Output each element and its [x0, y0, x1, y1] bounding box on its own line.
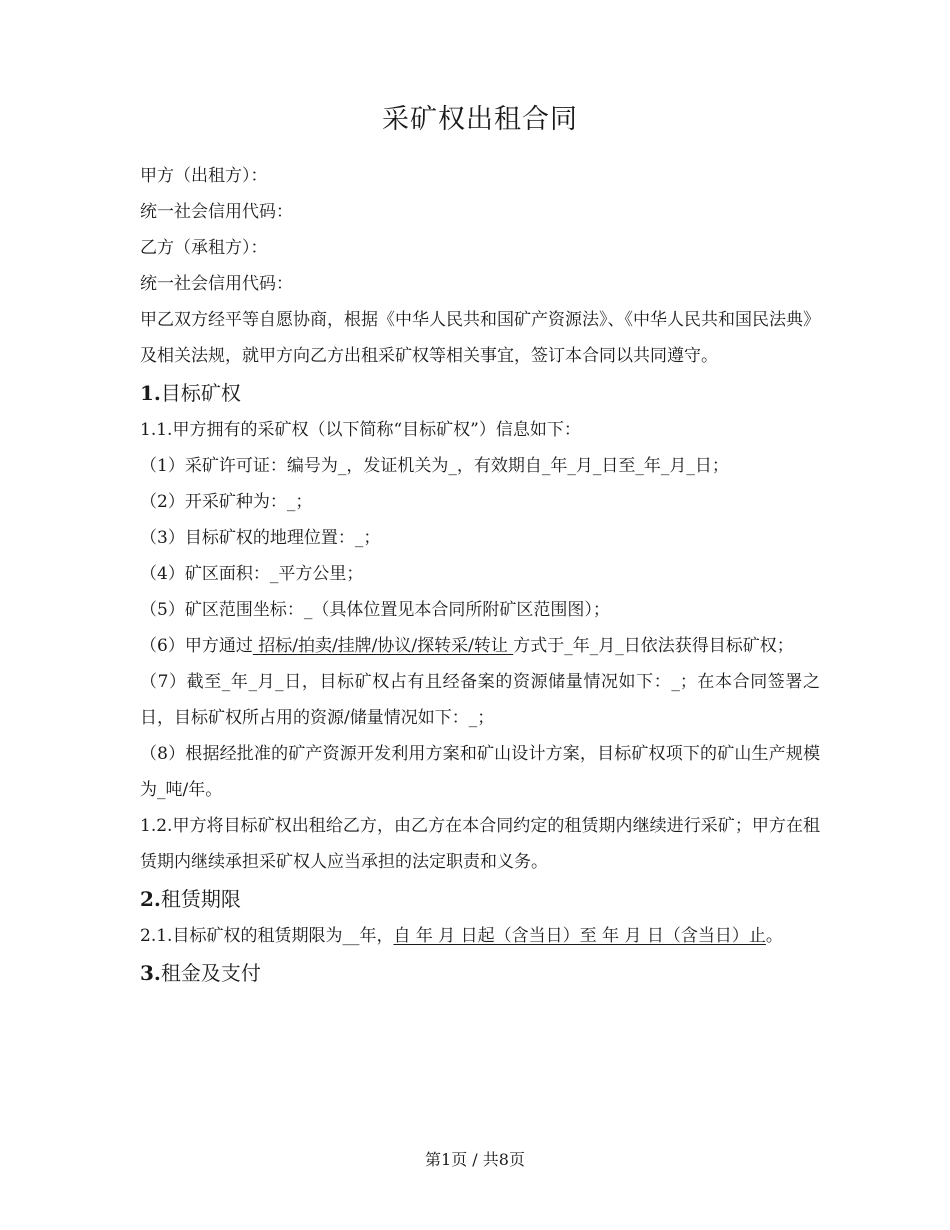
document-title: 采矿权出租合同 — [382, 104, 578, 135]
clause-2-1 — [140, 918, 820, 954]
section-2-heading — [140, 880, 820, 918]
party-a-credit-code-line: 统一社会信用代码： — [140, 202, 293, 222]
clause-1-1-item-2: （2）开采矿种为：_； — [140, 492, 313, 512]
item-6-method-options: 招标/拍卖/挂牌/协议/探转采/转让 — [252, 636, 514, 656]
section-1-title: 目标矿权 — [160, 381, 241, 405]
clause-2-1-suffix: 。 — [765, 926, 783, 946]
clause-1-1-item-3: （3）目标矿权的地理位置：_； — [140, 528, 381, 548]
clause-2-1-prefix: 2.1.目标矿权的租赁期限为__年， — [140, 926, 394, 946]
clause-1-1-item-4: （4）矿区面积：_平方公里； — [140, 564, 364, 584]
item-6-suffix: 方式于_年_月_日依法获得目标矿权； — [513, 636, 794, 656]
clause-2-1-term-dates: 自 年 月 日起（含当日）至 年 月 日（含当日）止 — [393, 926, 766, 946]
section-3-title: 租金及支付 — [160, 961, 261, 985]
page-indicator: 第1页 / 共8页 — [425, 1150, 525, 1169]
section-1-heading — [140, 374, 820, 412]
section-3-heading — [140, 954, 820, 992]
clause-1-1-item-5: （5）矿区范围坐标：_（具体位置见本合同所附矿区范围图）； — [140, 600, 610, 620]
section-1-number: 1. — [140, 381, 161, 405]
party-a-line: 甲方（出租方）： — [140, 166, 268, 186]
party-b-credit-code-line: 统一社会信用代码： — [140, 274, 293, 294]
section-2-title: 租赁期限 — [160, 887, 241, 911]
document-page — [140, 100, 820, 992]
clause-1-1-item-7: （7）截至_年_月_日，目标矿权占有且经备案的资源储量情况如下：_；在本合同签署之日，目标矿权所占用的资源/储量情况如下：_； — [140, 672, 820, 728]
clause-1-1-item-8: （8）根据经批准的矿产资源开发利用方案和矿山设计方案，目标矿权项下的矿山生产规模为_吨/年。 — [140, 744, 820, 800]
party-b-line: 乙方（承租方）： — [140, 238, 268, 258]
section-2-number: 2. — [140, 887, 161, 911]
clause-1-2: 1.2.甲方将目标矿权出租给乙方，由乙方在本合同约定的租赁期内继续进行采矿；甲方在租赁期内继续承担采矿权人应当承担的法定职责和义务。 — [140, 816, 820, 872]
clause-1-1-item-1: （1）采矿许可证：编号为_，发证机关为_，有效期自_年_月_日至_年_月_日； — [140, 456, 729, 476]
section-3-number: 3. — [140, 961, 161, 985]
item-6-prefix: （6）甲方通过 — [140, 636, 253, 656]
clause-1-1-item-6 — [140, 628, 820, 664]
preamble-paragraph: 甲乙双方经平等自愿协商，根据《中华人民共和国矿产资源法》、《中华人民共和国民法典》及相关法规，就甲方向乙方出租采矿权等相关事宜，签订本合同以共同遵守。 — [140, 310, 820, 366]
clause-1-1: 1.1.甲方拥有的采矿权（以下简称“目标矿权”）信息如下： — [140, 420, 581, 440]
